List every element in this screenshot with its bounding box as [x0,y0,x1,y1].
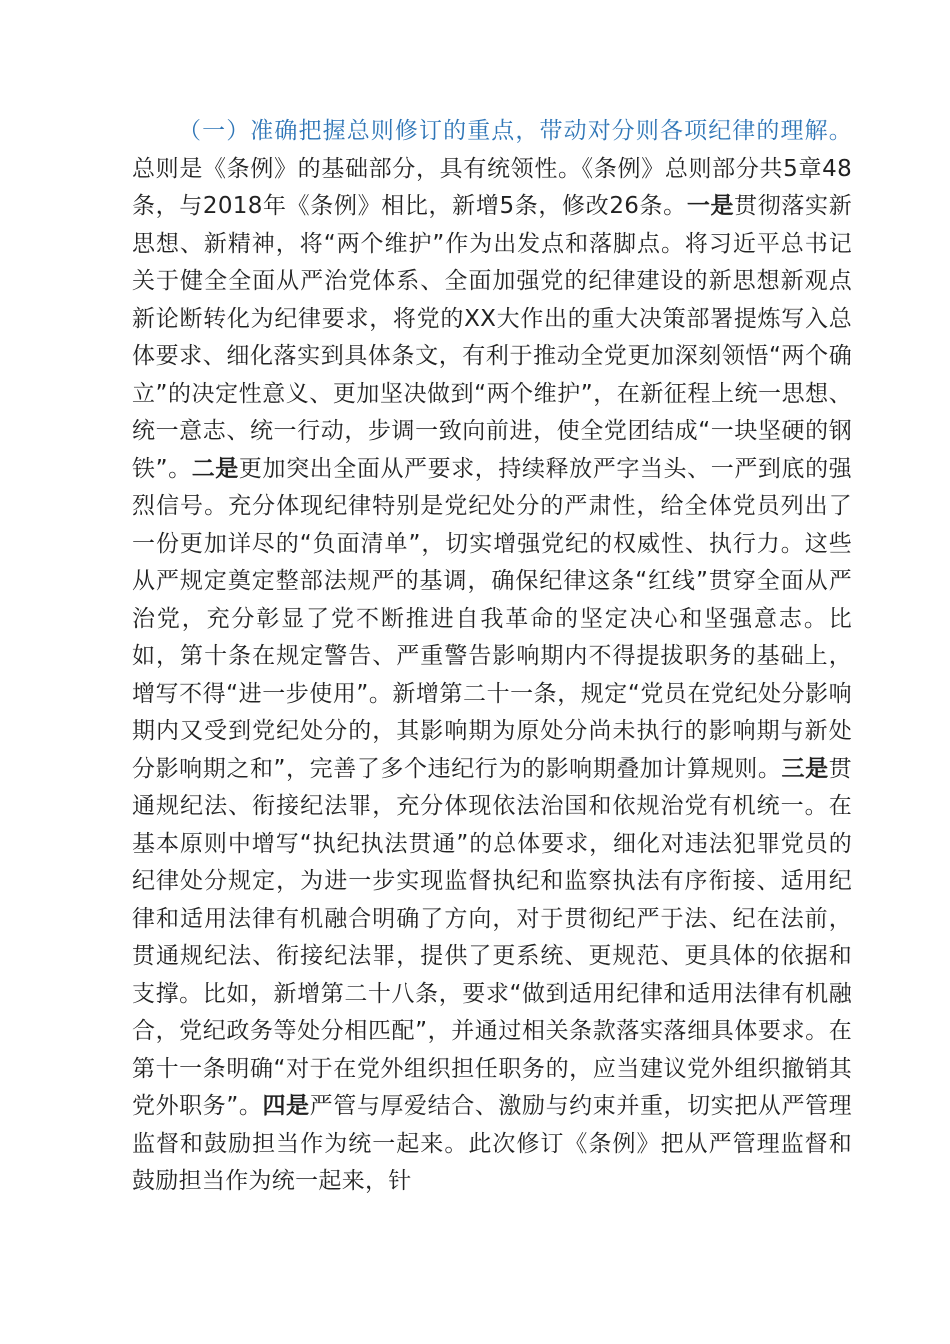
point-label-4: 四是 [262,1093,310,1119]
point-text-2: 更加突出全面从严要求，持续释放严字当头、一严到底的强烈信号。充分体现纪律特别是党纪处分的严肃性，给全体党员列出了一份更加详尽的“负面清单”，切实增强党纪的权威性、执行力。这些从严规定奠定整部法规严的基调，确保纪律这条“红线”贯穿全面从严治党，充分彰显了党不断推进自我革命的坚定决心和坚强意志。比如，第十条在规定警告、严重警告影响期内不得提拔职务的基础上，增写不得“进一步使用”。新增第二十一条，规定“党员在党纪处分影响期内又受到党纪处分的，其影响期为原处分尚未执行的影响期与新处分影响期之和”，完善了多个违纪行为的影响期叠加计算规则。 [132,455,852,782]
point-text-3: 贯通规纪法、衔接纪法罪，充分体现依法治国和依规治党有机统一。在基本原则中增写“执纪执法贯通”的总体要求，细化对违法犯罪党员的纪律处分规定，为进一步实现监督执纪和监察执法有序衔接、适用纪律和适用法律有机融合明确了方向，对于贯彻纪严于法、纪在法前，贯通规纪法、衔接纪法罪，提供了更系统、更规范、更具体的依据和支撑。比如，新增第二十八条，要求“做到适用纪律和适用法律有机融合，党纪政务等处分相匹配”，并通过相关条款落实落细具体要求。在第十一条明确“对于在党外组织担任职务的，应当建议党外组织撤销其党外职务”。 [132,755,852,1119]
point-text-1: 贯彻落实新思想、新精神，将“两个维护”作为出发点和落脚点。将习近平总书记关于健全全面从严治党体系、全面加强党的纪律建设的新思想新观点新论断转化为纪律要求，将党的XX大作出的重大决策部署提炼写入总体要求、细化落实到具体条文，有利于推动全党更加深刻领悟“两个确立”的决定性意义、更加坚决做到“两个维护”，在新征程上统一思想、统一意志、统一行动，步调一致向前进，使全党团结成“一块坚硬的钢铁”。 [132,193,853,482]
intro-text: 总则是《条例》的基础部分，具有统领性。《条例》总则部分共5章48条，与2018年《条例》相比，新增5条，修改26条。 [132,155,852,219]
point-label-1: 一是 [686,193,735,219]
point-text-4: 严管与厚爱结合、激励与约束并重，切实把从严管理监督和鼓励担当作为统一起来。此次修订《条例》把从严管理监督和鼓励担当作为统一起来，针 [132,1093,852,1194]
body-paragraph [132,113,852,1201]
point-label-3: 三是 [781,755,829,782]
point-label-2: 二是 [191,455,239,482]
section-heading: （一）准确把握总则修订的重点，带动对分则各项纪律的理解。 [178,118,852,144]
